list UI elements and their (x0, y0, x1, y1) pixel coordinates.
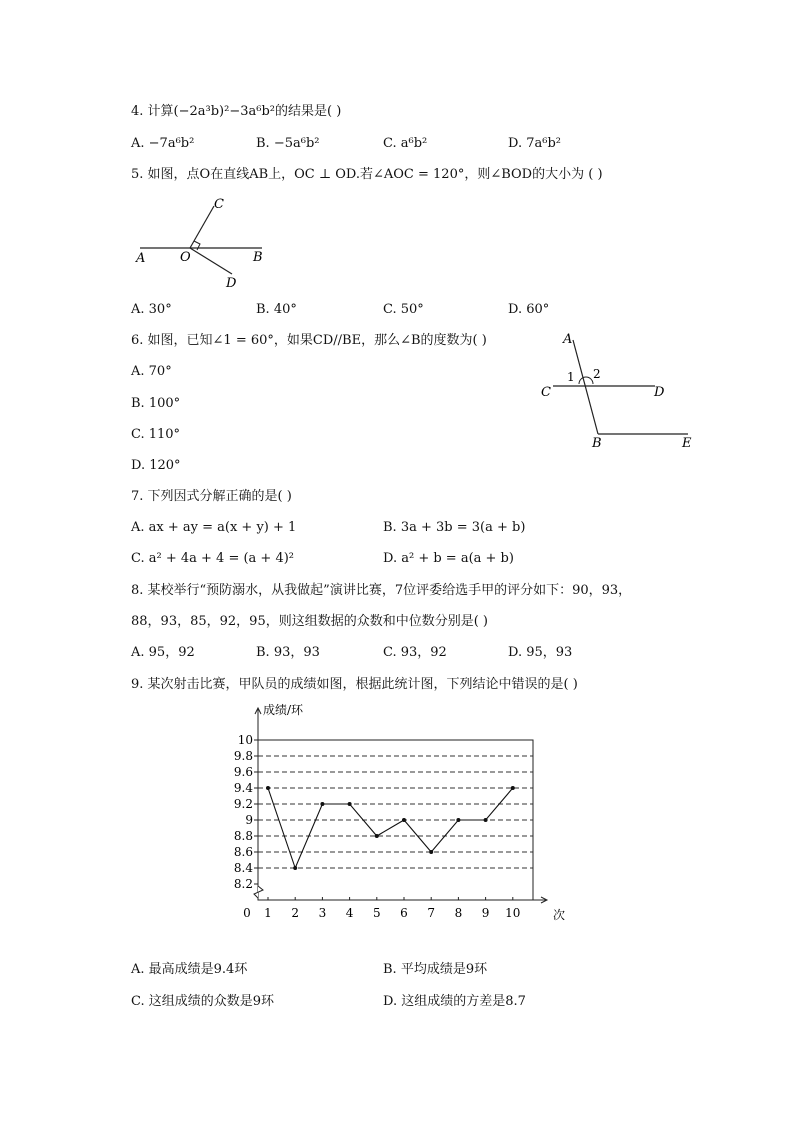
y-tick-label: 9.8 (233, 749, 253, 763)
q6-label-angle-2: 2 (593, 367, 601, 381)
q8-option-b[interactable]: B. 93，93 (256, 645, 320, 660)
x-tick-label: 8 (454, 906, 463, 920)
x-tick-label: 7 (427, 906, 436, 920)
question-5-stem: 5. 如图，点O在直线AB上，OC ⊥ OD.若∠AOC = 120°，则∠BOD的大小为 ( ) (131, 167, 603, 182)
q5-option-d[interactable]: D. 60° (508, 302, 550, 317)
series-line (268, 788, 513, 868)
x-tick-label: 10 (505, 906, 521, 920)
question-4-stem: 4. 计算(−2a³b)²−3a⁶b²的结果是( ) (131, 104, 342, 119)
x-tick-label: 4 (345, 906, 354, 920)
y-tick-label: 9.6 (233, 765, 253, 779)
q5-label-d: D (226, 276, 237, 291)
q7-option-c[interactable]: C. a² + 4a + 4 = (a + 4)² (131, 551, 295, 566)
data-point (402, 818, 406, 822)
data-point (375, 834, 379, 838)
q9-line-chart (225, 698, 570, 930)
q4-option-b[interactable]: B. −5a⁶b² (256, 136, 320, 151)
question-8-stem-line2: 88，93，85，92，95，则这组数据的众数和中位数分别是( ) (131, 614, 488, 629)
q5-figure (130, 192, 280, 292)
question-7-stem: 7. 下列因式分解正确的是( ) (131, 489, 292, 504)
q4-option-d[interactable]: D. 7a⁶b² (508, 136, 561, 151)
q6-label-a: A (563, 332, 573, 347)
q4-option-c[interactable]: C. a⁶b² (383, 136, 428, 151)
data-point (511, 786, 515, 790)
q5-option-a[interactable]: A. 30° (131, 302, 172, 317)
q4-option-a[interactable]: A. −7a⁶b² (131, 136, 195, 151)
q5-label-a: A (136, 251, 146, 266)
q5-option-c[interactable]: C. 50° (383, 302, 424, 317)
data-point (320, 802, 324, 806)
y-tick-label: 9 (245, 813, 253, 827)
q6-label-c: C (541, 385, 551, 400)
q5-option-b[interactable]: B. 40° (256, 302, 297, 317)
q6-option-a[interactable]: A. 70° (131, 364, 172, 379)
q6-option-c[interactable]: C. 110° (131, 427, 181, 442)
data-point (293, 866, 297, 870)
q6-label-d: D (654, 385, 665, 400)
y-tick-label: 10 (237, 733, 253, 747)
y-axis-title: 成绩/环 (263, 703, 304, 717)
x-tick-label: 6 (400, 906, 408, 920)
q8-option-c[interactable]: C. 93，92 (383, 645, 447, 660)
q5-label-o: O (180, 250, 191, 265)
data-point (429, 850, 433, 854)
q8-option-a[interactable]: A. 95，92 (131, 645, 195, 660)
x-axis-title: 次 (553, 908, 566, 922)
data-point (266, 786, 270, 790)
q8-option-d[interactable]: D. 95，93 (508, 645, 573, 660)
data-point (484, 818, 488, 822)
x-tick-label: 2 (291, 906, 300, 920)
y-tick-label: 8.8 (233, 829, 253, 843)
question-6-stem: 6. 如图，已知∠1 = 60°，如果CD//BE，那么∠B的度数为( ) (131, 333, 487, 348)
x-tick-label: 5 (372, 906, 381, 920)
data-point (456, 818, 460, 822)
q7-option-a[interactable]: A. ax + ay = a(x + y) + 1 (131, 520, 297, 535)
x-tick-label: 1 (264, 906, 272, 920)
q6-label-b: B (592, 436, 602, 451)
origin-label: 0 (243, 906, 251, 920)
q9-option-a[interactable]: A. 最高成绩是9.4环 (131, 962, 248, 977)
q5-label-b: B (253, 250, 263, 265)
question-9-stem: 9. 某次射击比赛，甲队员的成绩如图，根据此统计图，下列结论中错误的是( ) (131, 677, 578, 692)
y-tick-label: 8.2 (233, 877, 253, 891)
y-tick-label: 8.4 (233, 861, 253, 875)
q6-option-b[interactable]: B. 100° (131, 396, 181, 411)
q6-label-e: E (682, 436, 692, 451)
q6-label-angle-1: 1 (567, 370, 575, 384)
q7-option-d[interactable]: D. a² + b = a(a + b) (383, 551, 514, 566)
q9-option-d[interactable]: D. 这组成绩的方差是8.7 (383, 994, 526, 1009)
q6-figure (535, 330, 700, 455)
y-tick-label: 9.4 (233, 781, 253, 795)
x-tick-label: 3 (318, 906, 327, 920)
q9-option-c[interactable]: C. 这组成绩的众数是9环 (131, 994, 275, 1009)
y-tick-label: 8.6 (233, 845, 253, 859)
q6-option-d[interactable]: D. 120° (131, 458, 181, 473)
q7-option-b[interactable]: B. 3a + 3b = 3(a + b) (383, 520, 526, 535)
q5-label-c: C (214, 197, 224, 212)
x-tick-label: 9 (481, 906, 490, 920)
q9-option-b[interactable]: B. 平均成绩是9环 (383, 962, 488, 977)
question-8-stem-line1: 8. 某校举行“预防溺水，从我做起”演讲比赛，7位评委给选手甲的评分如下：90，93， (131, 583, 632, 598)
y-tick-label: 9.2 (233, 797, 253, 811)
data-point (348, 802, 352, 806)
